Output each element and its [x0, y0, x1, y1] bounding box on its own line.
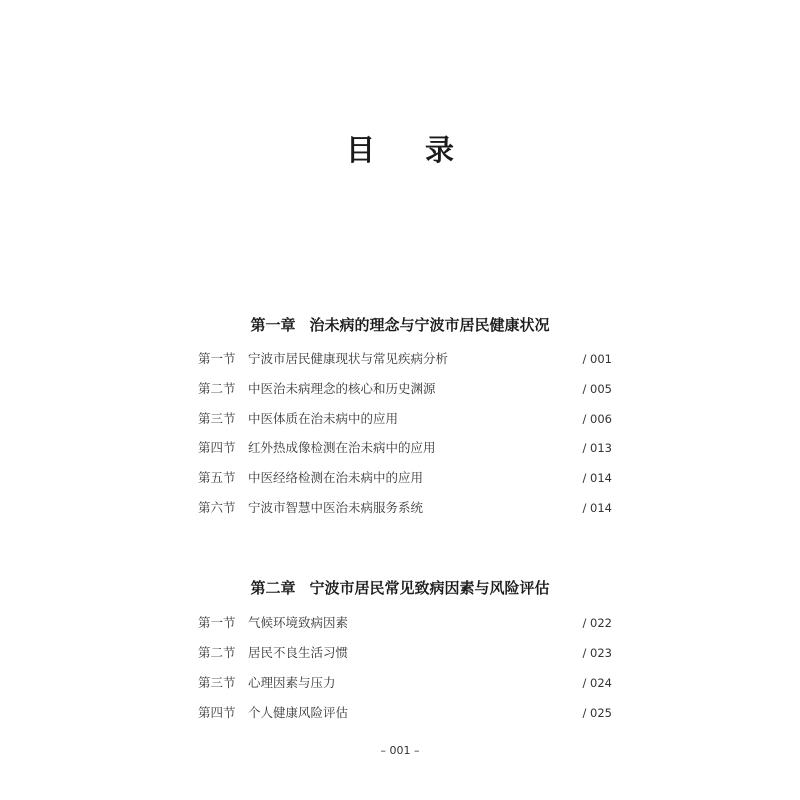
section-title: 心理因素与压力 [248, 675, 336, 690]
section-title: 中医经络检测在治未病中的应用 [248, 470, 424, 485]
toc-entry [198, 468, 612, 488]
page-number: / 024 [582, 676, 612, 690]
chapter-title: 治未病的理念与宁波市居民健康状况 [309, 316, 550, 334]
section-title: 个人健康风险评估 [248, 705, 349, 720]
section-number: 第三节 [198, 411, 236, 426]
page-number: / 022 [582, 616, 612, 630]
toc-entry [198, 409, 612, 429]
toc-entry [198, 498, 612, 518]
page-number: / 014 [582, 501, 612, 515]
section-title: 宁波市居民健康现状与常见疾病分析 [248, 351, 449, 366]
chapter-number: 第一章 [250, 316, 296, 334]
chapter-heading [0, 577, 800, 598]
toc-entry [198, 673, 612, 693]
page-number: / 023 [582, 646, 612, 660]
section-title: 红外热成像检测在治未病中的应用 [248, 440, 436, 455]
page-number: / 006 [582, 412, 612, 426]
section-title: 中医治未病理念的核心和历史渊源 [248, 381, 436, 396]
page-number: / 013 [582, 441, 612, 455]
toc-entry [198, 349, 612, 369]
chapter-heading [0, 314, 800, 335]
page-number: / 025 [582, 706, 612, 720]
section-number: 第六节 [198, 500, 236, 515]
chapter-title: 宁波市居民常见致病因素与风险评估 [309, 579, 550, 597]
section-number: 第五节 [198, 470, 236, 485]
page-number: / 005 [582, 382, 612, 396]
page-number: / 001 [582, 352, 612, 366]
section-number: 第四节 [198, 705, 236, 720]
section-title: 气候环境致病因素 [248, 615, 349, 630]
section-number: 第一节 [198, 351, 236, 366]
section-number: 第二节 [198, 645, 236, 660]
section-number: 第一节 [198, 615, 236, 630]
toc-entry [198, 438, 612, 458]
page-number: / 014 [582, 471, 612, 485]
section-title: 居民不良生活习惯 [248, 645, 349, 660]
section-number: 第四节 [198, 440, 236, 455]
section-number: 第二节 [198, 381, 236, 396]
page-title: 目 录 [345, 133, 475, 167]
page-footer-number: – 001 – [380, 744, 420, 757]
section-title: 宁波市智慧中医治未病服务系统 [248, 500, 424, 515]
chapter-number: 第二章 [250, 579, 296, 597]
toc-entry [198, 643, 612, 663]
section-number: 第三节 [198, 675, 236, 690]
toc-entry [198, 613, 612, 633]
section-title: 中医体质在治未病中的应用 [248, 411, 399, 426]
toc-entry [198, 379, 612, 399]
toc-entry [198, 703, 612, 723]
